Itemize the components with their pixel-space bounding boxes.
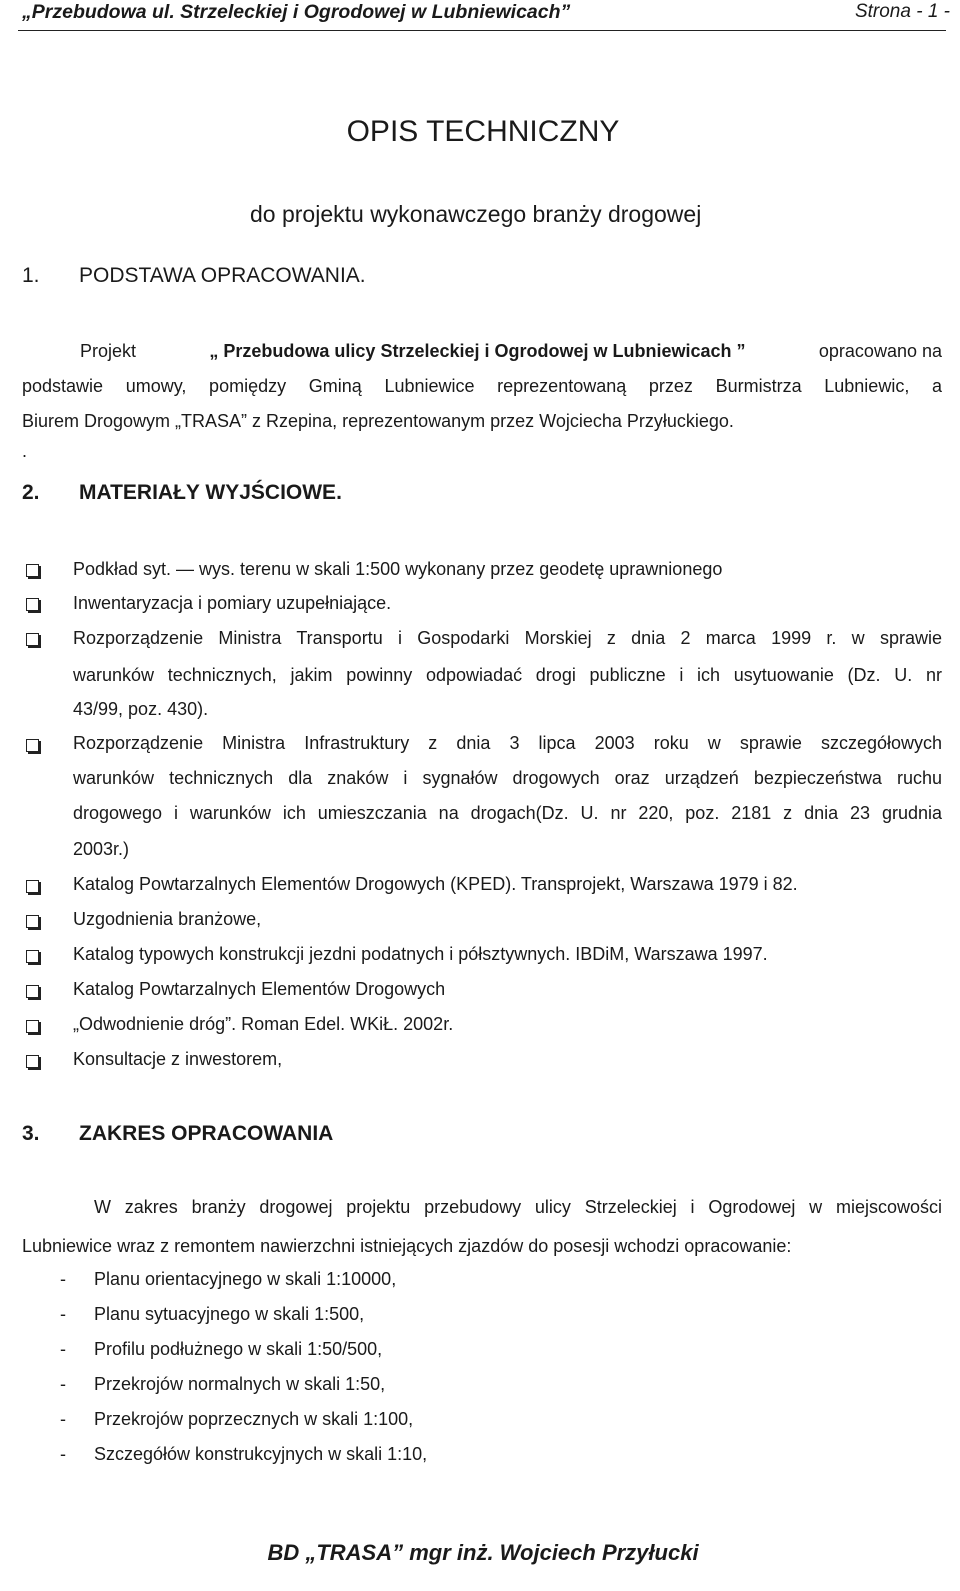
dash-bullet: - <box>60 1269 66 1289</box>
list-item: Katalog Powtarzalnych Elementów Drogowych <box>73 979 446 999</box>
checkbox-bullet <box>26 950 39 963</box>
scope-item: Planu orientacyjnego w skali 1:10000, <box>94 1269 397 1289</box>
list-item: Inwentaryzacja i pomiary uzupełniające. <box>73 593 392 613</box>
checkbox-bullet <box>26 598 39 611</box>
list-item-continuation: warunków technicznych, jakim powinny odpowiadać drogi publiczne i ich usytuowanie (Dz. U. nr <box>73 665 942 685</box>
section-1-heading: PODSTAWA OPRACOWANIA. <box>79 264 366 287</box>
page-number: Strona - 1 - <box>854 1 950 22</box>
checkbox-bullet <box>26 564 39 577</box>
stray-dot: . <box>22 441 28 461</box>
list-item: Konsultacje z inwestorem, <box>73 1049 283 1069</box>
section-1-number: 1. <box>22 264 40 287</box>
checkbox-bullet <box>26 739 39 752</box>
section-3-paragraph-line-1: W zakres branży drogowej projektu przebudowy ulicy Strzeleckiej i Ogrodowej w miejscowości <box>94 1197 942 1217</box>
project-name: „ Przebudowa ulicy Strzeleckiej i Ogrodowej w Lubniewicach ” <box>209 341 746 361</box>
para-text: Projekt <box>80 341 137 361</box>
list-item-continuation: 43/99, poz. 430). <box>73 699 209 719</box>
checkbox-bullet <box>26 1055 39 1068</box>
dash-bullet: - <box>60 1374 66 1394</box>
checkbox-bullet <box>26 1020 39 1033</box>
section-1-paragraph-line-2: podstawie umowy, pomiędzy Gminą Lubniewice reprezentowaną przez Burmistrza Lubniewic, a <box>22 376 942 396</box>
section-3-number: 3. <box>22 1122 40 1145</box>
checkbox-bullet <box>26 985 39 998</box>
checkbox-bullet <box>26 633 39 646</box>
section-3-paragraph-line-2: Lubniewice wraz z remontem nawierzchni istniejących zjazdów do posesji wchodzi opracowanie: <box>22 1236 792 1256</box>
footer-signature: BD „TRASA” mgr inż. Wojciech Przyłucki <box>267 1540 699 1565</box>
section-2-heading: MATERIAŁY WYJŚCIOWE. <box>79 481 342 504</box>
dash-bullet: - <box>60 1304 66 1324</box>
list-item-continuation: drogowego i warunków ich umieszczania na drogach(Dz. U. nr 220, poz. 2181 z dnia 23 grudnia <box>73 803 942 823</box>
list-item-continuation: warunków technicznych dla znaków i sygnałów drogowych oraz urządzeń bezpieczeństwa ruchu <box>73 768 942 788</box>
para-text: opracowano na <box>818 341 942 361</box>
list-item: Podkład syt. — wys. terenu w skali 1:500 wykonany przez geodetę uprawnionego <box>73 559 723 579</box>
dash-bullet: - <box>60 1444 66 1464</box>
list-item: Rozporządzenie Ministra Infrastruktury z dnia 3 lipca 2003 roku w sprawie szczegółowych <box>73 733 942 753</box>
list-item-continuation: 2003r.) <box>73 839 130 859</box>
running-header-title: „Przebudowa ul. Strzeleckiej i Ogrodowej w Lubniewicach” <box>22 1 571 23</box>
list-item: Katalog typowych konstrukcji jezdni podatnych i półsztywnych. IBDiM, Warszawa 1997. <box>73 944 768 964</box>
list-item: Katalog Powtarzalnych Elementów Drogowych (KPED). Transprojekt, Warszawa 1979 i 82. <box>73 874 798 894</box>
document-title: OPIS TECHNICZNY <box>346 115 620 148</box>
checkbox-bullet <box>26 880 39 893</box>
section-1-paragraph-line-3: Biurem Drogowym „TRASA” z Rzepina, reprezentowanym przez Wojciecha Przyłuckiego. <box>22 411 734 431</box>
header-divider <box>18 30 946 31</box>
scope-item: Profilu podłużnego w skali 1:50/500, <box>94 1339 383 1359</box>
document-subtitle: do projektu wykonawczego branży drogowej <box>250 201 702 227</box>
checkbox-bullet <box>26 915 39 928</box>
dash-bullet: - <box>60 1339 66 1359</box>
scope-item: Przekrojów normalnych w skali 1:50, <box>94 1374 386 1394</box>
section-2-number: 2. <box>22 481 40 504</box>
list-item: Uzgodnienia branżowe, <box>73 909 262 929</box>
dash-bullet: - <box>60 1409 66 1429</box>
list-item: „Odwodnienie dróg”. Roman Edel. WKiŁ. 2002r. <box>73 1014 454 1034</box>
scope-item: Szczegółów konstrukcyjnych w skali 1:10, <box>94 1444 428 1464</box>
scope-item: Przekrojów poprzecznych w skali 1:100, <box>94 1409 414 1429</box>
section-1-paragraph-line-1 <box>80 341 942 362</box>
list-item: Rozporządzenie Ministra Transportu i Gospodarki Morskiej z dnia 2 marca 1999 r. w sprawie <box>73 628 942 648</box>
scope-item: Planu sytuacyjnego w skali 1:500, <box>94 1304 365 1324</box>
section-3-heading: ZAKRES OPRACOWANIA <box>79 1122 334 1145</box>
